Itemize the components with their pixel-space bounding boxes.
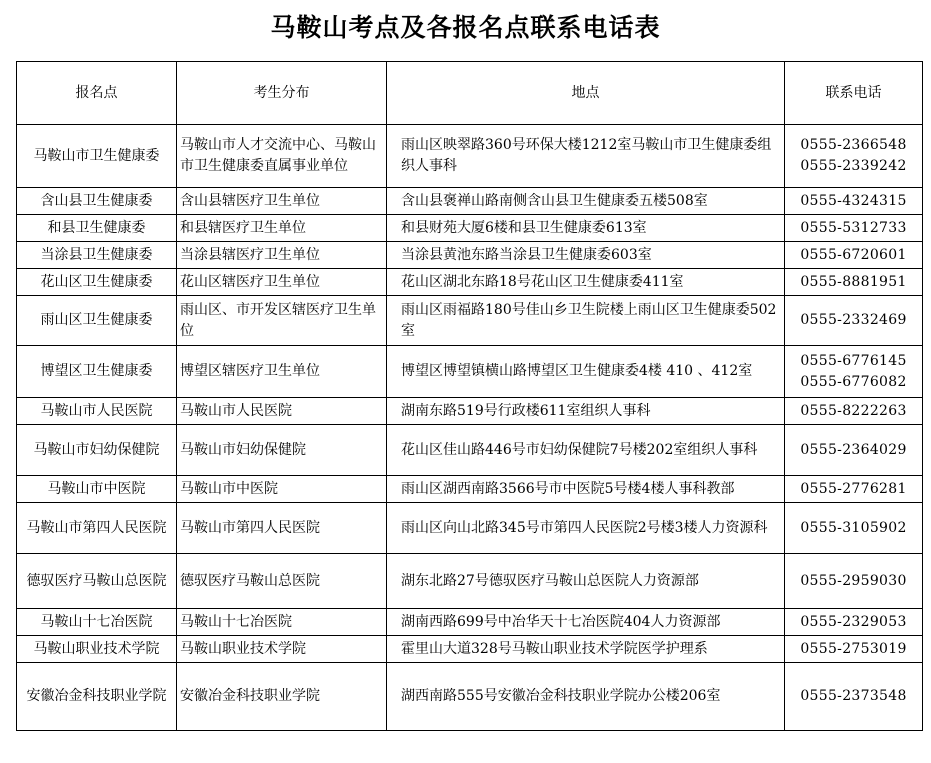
- table-row: [17, 554, 923, 609]
- registration-point-cell: 花山区卫生健康委: [17, 269, 177, 296]
- candidate-distribution-cell: 马鞍山十七冶医院: [177, 609, 387, 636]
- phone-cell: [785, 215, 923, 242]
- table-row: [17, 188, 923, 215]
- phone-number: 0555-2373548: [800, 688, 907, 704]
- table-row: [17, 346, 923, 398]
- phone-cell: [785, 188, 923, 215]
- address-cell: 雨山区雨福路180号佳山乡卫生院楼上雨山区卫生健康委502室: [387, 296, 785, 346]
- table-row: [17, 636, 923, 663]
- header-registration-point: 报名点: [17, 62, 177, 125]
- phone-number: 0555-5312733: [800, 219, 907, 236]
- address-cell: 雨山区映翠路360号环保大楼1212室马鞍山市卫生健康委组织人事科: [387, 125, 785, 188]
- phone-number: 0555-2776281: [800, 480, 907, 497]
- address-cell: 花山区湖北东路18号花山区卫生健康委411室: [387, 269, 785, 296]
- candidate-distribution-cell: 德驭医疗马鞍山总医院: [177, 554, 387, 609]
- table-row: [17, 242, 923, 269]
- registration-point-cell: 雨山区卫生健康委: [17, 296, 177, 346]
- address-cell: 湖西南路555号安徽冶金科技职业学院办公楼206室: [387, 663, 785, 731]
- registration-point-cell: 德驭医疗马鞍山总医院: [17, 554, 177, 609]
- candidate-distribution-cell: 马鞍山职业技术学院: [177, 636, 387, 663]
- phone-cell: [785, 554, 923, 609]
- phone-number: 0555-2329053: [800, 613, 907, 630]
- phone-cell: [785, 296, 923, 346]
- address-cell: 雨山区向山北路345号市第四人民医院2号楼3楼人力资源科: [387, 503, 785, 554]
- phone-cell: [785, 125, 923, 188]
- address-cell: 霍里山大道328号马鞍山职业技术学院医学护理系: [387, 636, 785, 663]
- registration-point-cell: 马鞍山职业技术学院: [17, 636, 177, 663]
- candidate-distribution-cell: 安徽冶金科技职业学院: [177, 663, 387, 731]
- phone-number: 0555-6776082: [800, 373, 907, 390]
- address-cell: 含山县褒禅山路南侧含山县卫生健康委五楼508室: [387, 188, 785, 215]
- page-title: 马鞍山考点及各报名点联系电话表: [270, 13, 661, 42]
- phone-number: 0555-6776145: [800, 352, 907, 369]
- address-cell: 雨山区湖西南路3566号市中医院5号楼4楼人事科教部: [387, 476, 785, 503]
- phone-cell: [785, 425, 923, 476]
- table-row: [17, 296, 923, 346]
- header-phone: 联系电话: [785, 62, 923, 125]
- candidate-distribution-cell: 马鞍山市妇幼保健院: [177, 425, 387, 476]
- phone-cell: [785, 269, 923, 296]
- registration-point-cell: 马鞍山十七冶医院: [17, 609, 177, 636]
- table-row: [17, 476, 923, 503]
- header-address: 地点: [387, 62, 785, 125]
- candidate-distribution-cell: 雨山区、市开发区辖医疗卫生单位: [177, 296, 387, 346]
- registration-point-cell: 安徽冶金科技职业学院: [17, 663, 177, 731]
- table-row: [17, 663, 923, 731]
- header-candidate-distribution: 考生分布: [177, 62, 387, 125]
- address-cell: 湖东北路27号德驭医疗马鞍山总医院人力资源部: [387, 554, 785, 609]
- registration-point-cell: 含山县卫生健康委: [17, 188, 177, 215]
- candidate-distribution-cell: 马鞍山市第四人民医院: [177, 503, 387, 554]
- phone-number: 0555-8222263: [800, 402, 907, 419]
- phone-cell: [785, 636, 923, 663]
- candidate-distribution-cell: 马鞍山市中医院: [177, 476, 387, 503]
- phone-cell: [785, 609, 923, 636]
- address-cell: 花山区佳山路446号市妇幼保健院7号楼202室组织人事科: [387, 425, 785, 476]
- candidate-distribution-cell: 当涂县辖医疗卫生单位: [177, 242, 387, 269]
- table-row: [17, 269, 923, 296]
- candidate-distribution-cell: 马鞍山市人民医院: [177, 398, 387, 425]
- phone-number: 0555-2753019: [800, 640, 907, 657]
- candidate-distribution-cell: 博望区辖医疗卫生单位: [177, 346, 387, 398]
- phone-number: 0555-2364029: [800, 441, 907, 458]
- address-cell: 湖南西路699号中冶华天十七冶医院404人力资源部: [387, 609, 785, 636]
- address-cell: 博望区博望镇横山路博望区卫生健康委4楼 410 、412室: [387, 346, 785, 398]
- phone-cell: [785, 476, 923, 503]
- phone-cell: [785, 346, 923, 398]
- address-cell: 和县财苑大厦6楼和县卫生健康委613室: [387, 215, 785, 242]
- table-row: [17, 425, 923, 476]
- candidate-distribution-cell: 马鞍山市人才交流中心、马鞍山市卫生健康委直属事业单位: [177, 125, 387, 188]
- registration-point-cell: 当涂县卫生健康委: [17, 242, 177, 269]
- registration-point-cell: 马鞍山市妇幼保健院: [17, 425, 177, 476]
- phone-cell: [785, 663, 923, 731]
- registration-point-cell: 马鞍山市中医院: [17, 476, 177, 503]
- phone-cell: [785, 503, 923, 554]
- candidate-distribution-cell: 含山县辖医疗卫生单位: [177, 188, 387, 215]
- table-row: [17, 215, 923, 242]
- phone-number: 0555-2339242: [800, 158, 907, 174]
- contact-table: [16, 61, 923, 731]
- registration-point-cell: 马鞍山市人民医院: [17, 398, 177, 425]
- phone-cell: [785, 242, 923, 269]
- table-row: [17, 503, 923, 554]
- phone-number: 0555-4324315: [800, 192, 907, 209]
- phone-number: 0555-8881951: [800, 273, 907, 290]
- candidate-distribution-cell: 和县辖医疗卫生单位: [177, 215, 387, 242]
- phone-cell: [785, 398, 923, 425]
- table-row: [17, 609, 923, 636]
- table-header-row: [17, 62, 923, 125]
- address-cell: 湖南东路519号行政楼611室组织人事科: [387, 398, 785, 425]
- registration-point-cell: 马鞍山市第四人民医院: [17, 503, 177, 554]
- table-row: [17, 398, 923, 425]
- phone-number: 0555-2332469: [800, 312, 907, 328]
- candidate-distribution-cell: 花山区辖医疗卫生单位: [177, 269, 387, 296]
- address-cell: 当涂县黄池东路当涂县卫生健康委603室: [387, 242, 785, 269]
- phone-number: 0555-2366548: [800, 137, 907, 153]
- phone-number: 0555-6720601: [800, 246, 907, 263]
- registration-point-cell: 马鞍山市卫生健康委: [17, 125, 177, 188]
- registration-point-cell: 博望区卫生健康委: [17, 346, 177, 398]
- phone-number: 0555-2959030: [800, 572, 907, 589]
- table-row: [17, 125, 923, 188]
- phone-number: 0555-3105902: [800, 519, 907, 536]
- registration-point-cell: 和县卫生健康委: [17, 215, 177, 242]
